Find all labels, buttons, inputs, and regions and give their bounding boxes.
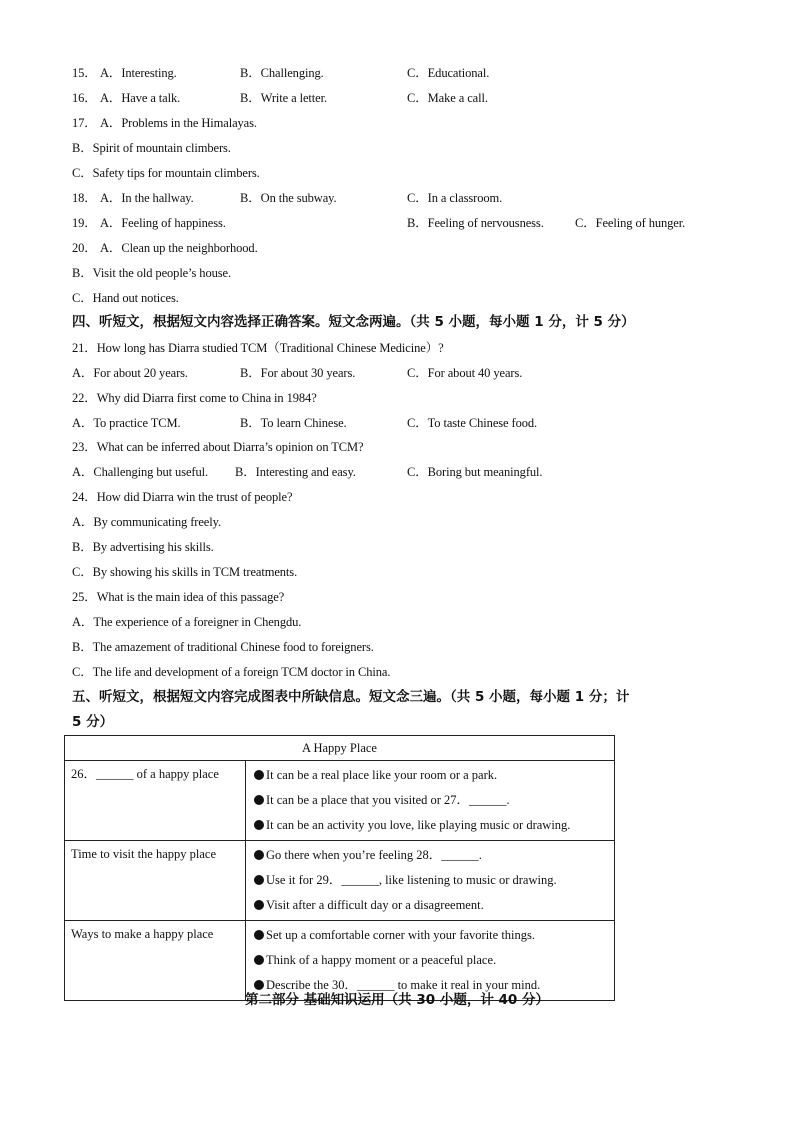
- question-number: 15．: [72, 66, 97, 80]
- option-c: C．For about 40 years.: [407, 366, 523, 380]
- option-b: B．To learn Chinese.: [240, 416, 347, 430]
- bullet-icon: [254, 955, 264, 965]
- option-a: A．Have a talk.: [100, 91, 181, 105]
- option-a: A．In the hallway.: [100, 191, 194, 205]
- happy-place-table: [64, 735, 615, 1001]
- bullet-icon: [254, 795, 264, 805]
- option-b: B．Challenging.: [240, 66, 324, 80]
- option-a: A．Clean up the neighborhood.: [100, 241, 258, 255]
- option-a: A．To practice TCM.: [72, 416, 181, 430]
- option-c: C．Hand out notices.: [72, 291, 179, 305]
- option-c: C．Make a call.: [407, 91, 488, 105]
- option-b: B．On the subway.: [240, 191, 337, 205]
- option-a: A．Problems in the Himalayas.: [100, 116, 257, 130]
- question-22-stem: 22．Why did Diarra first come to China in 1984?: [72, 391, 317, 405]
- option-b: B．Visit the old people’s house.: [72, 266, 231, 280]
- option-b: B．Feeling of nervousness.: [407, 216, 544, 230]
- question-25-stem: 25．What is the main idea of this passage?: [72, 590, 285, 604]
- bullet-item: Visit after a difficult day or a disagreement.: [254, 893, 614, 918]
- bullet-item: It can be a real place like your room or a park.: [254, 763, 614, 788]
- bullet-icon: [254, 850, 264, 860]
- option-c: C．In a classroom.: [407, 191, 503, 205]
- row-label: Ways to make a happy place: [65, 921, 246, 1001]
- option-c: C．Educational.: [407, 66, 490, 80]
- question-number: 20．: [72, 241, 97, 255]
- table-row: [65, 841, 615, 921]
- bullet-icon: [254, 875, 264, 885]
- bullet-item: Set up a comfortable corner with your favorite things.: [254, 923, 614, 948]
- option-b: B．The amazement of traditional Chinese food to foreigners.: [72, 640, 374, 654]
- question-24-stem: 24．How did Diarra win the trust of people?: [72, 490, 293, 504]
- option-b: B．Write a letter.: [240, 91, 328, 105]
- section-5-title-line2: 5 分）: [72, 714, 114, 730]
- question-number: 19．: [72, 216, 97, 230]
- option-b: B．Spirit of mountain climbers.: [72, 141, 231, 155]
- bullet-icon: [254, 820, 264, 830]
- option-a: A．Interesting.: [100, 66, 177, 80]
- option-c: C．To taste Chinese food.: [407, 416, 538, 430]
- section-4-title: 四、听短文，根据短文内容选择正确答案。短文念两遍。（共 5 小题，每小题 1 分，计 5 分）: [72, 314, 635, 330]
- bullet-item: Go there when you’re feeling 28．______.: [254, 843, 614, 868]
- option-a: A．Challenging but useful.: [72, 465, 209, 479]
- option-a: A．Feeling of happiness.: [100, 216, 226, 230]
- bullet-item: It can be an activity you love, like playing music or drawing.: [254, 813, 614, 838]
- question-number: 16．: [72, 91, 97, 105]
- question-21-stem: 21．How long has Diarra studied TCM（Traditional Chinese Medicine）?: [72, 341, 444, 355]
- option-c: C．Safety tips for mountain climbers.: [72, 166, 260, 180]
- question-23-stem: 23．What can be inferred about Diarra’s opinion on TCM?: [72, 440, 364, 454]
- section-5-title-line1: 五、听短文，根据短文内容完成图表中所缺信息。短文念三遍。（共 5 小题，每小题 1 分；计: [72, 689, 630, 705]
- row-label: Time to visit the happy place: [65, 841, 246, 921]
- option-b: B．By advertising his skills.: [72, 540, 214, 554]
- row-items: [246, 761, 615, 841]
- bullet-item: Think of a happy moment or a peaceful place.: [254, 948, 614, 973]
- bullet-icon: [254, 770, 264, 780]
- bullet-icon: [254, 930, 264, 940]
- table-row: [65, 761, 615, 841]
- option-a: A．For about 20 years.: [72, 366, 188, 380]
- bullet-item: It can be a place that you visited or 27．______.: [254, 788, 614, 813]
- option-c: C．Feeling of hunger.: [575, 216, 686, 230]
- option-c: C．Boring but meaningful.: [407, 465, 543, 479]
- row-items: [246, 841, 615, 921]
- bullet-icon: [254, 900, 264, 910]
- table-header-row: [65, 736, 615, 761]
- bullet-item: Use it for 29．______, like listening to music or drawing.: [254, 868, 614, 893]
- part-2-title: 第二部分 基础知识运用（共 30 小题，计 40 分）: [244, 992, 550, 1008]
- option-c: C．By showing his skills in TCM treatments.: [72, 565, 298, 579]
- row-label: 26．______ of a happy place: [65, 761, 246, 841]
- question-number: 18．: [72, 191, 97, 205]
- question-number: 17．: [72, 116, 97, 130]
- option-a: A．By communicating freely.: [72, 515, 221, 529]
- option-b: B．For about 30 years.: [240, 366, 356, 380]
- bullet-item: Describe the 30．______ to make it real in your mind.: [254, 973, 614, 998]
- table-title: A Happy Place: [65, 736, 615, 761]
- option-b: B．Interesting and easy.: [235, 465, 356, 479]
- option-c: C．The life and development of a foreign TCM doctor in China.: [72, 665, 391, 679]
- option-a: A．The experience of a foreigner in Chengdu.: [72, 615, 302, 629]
